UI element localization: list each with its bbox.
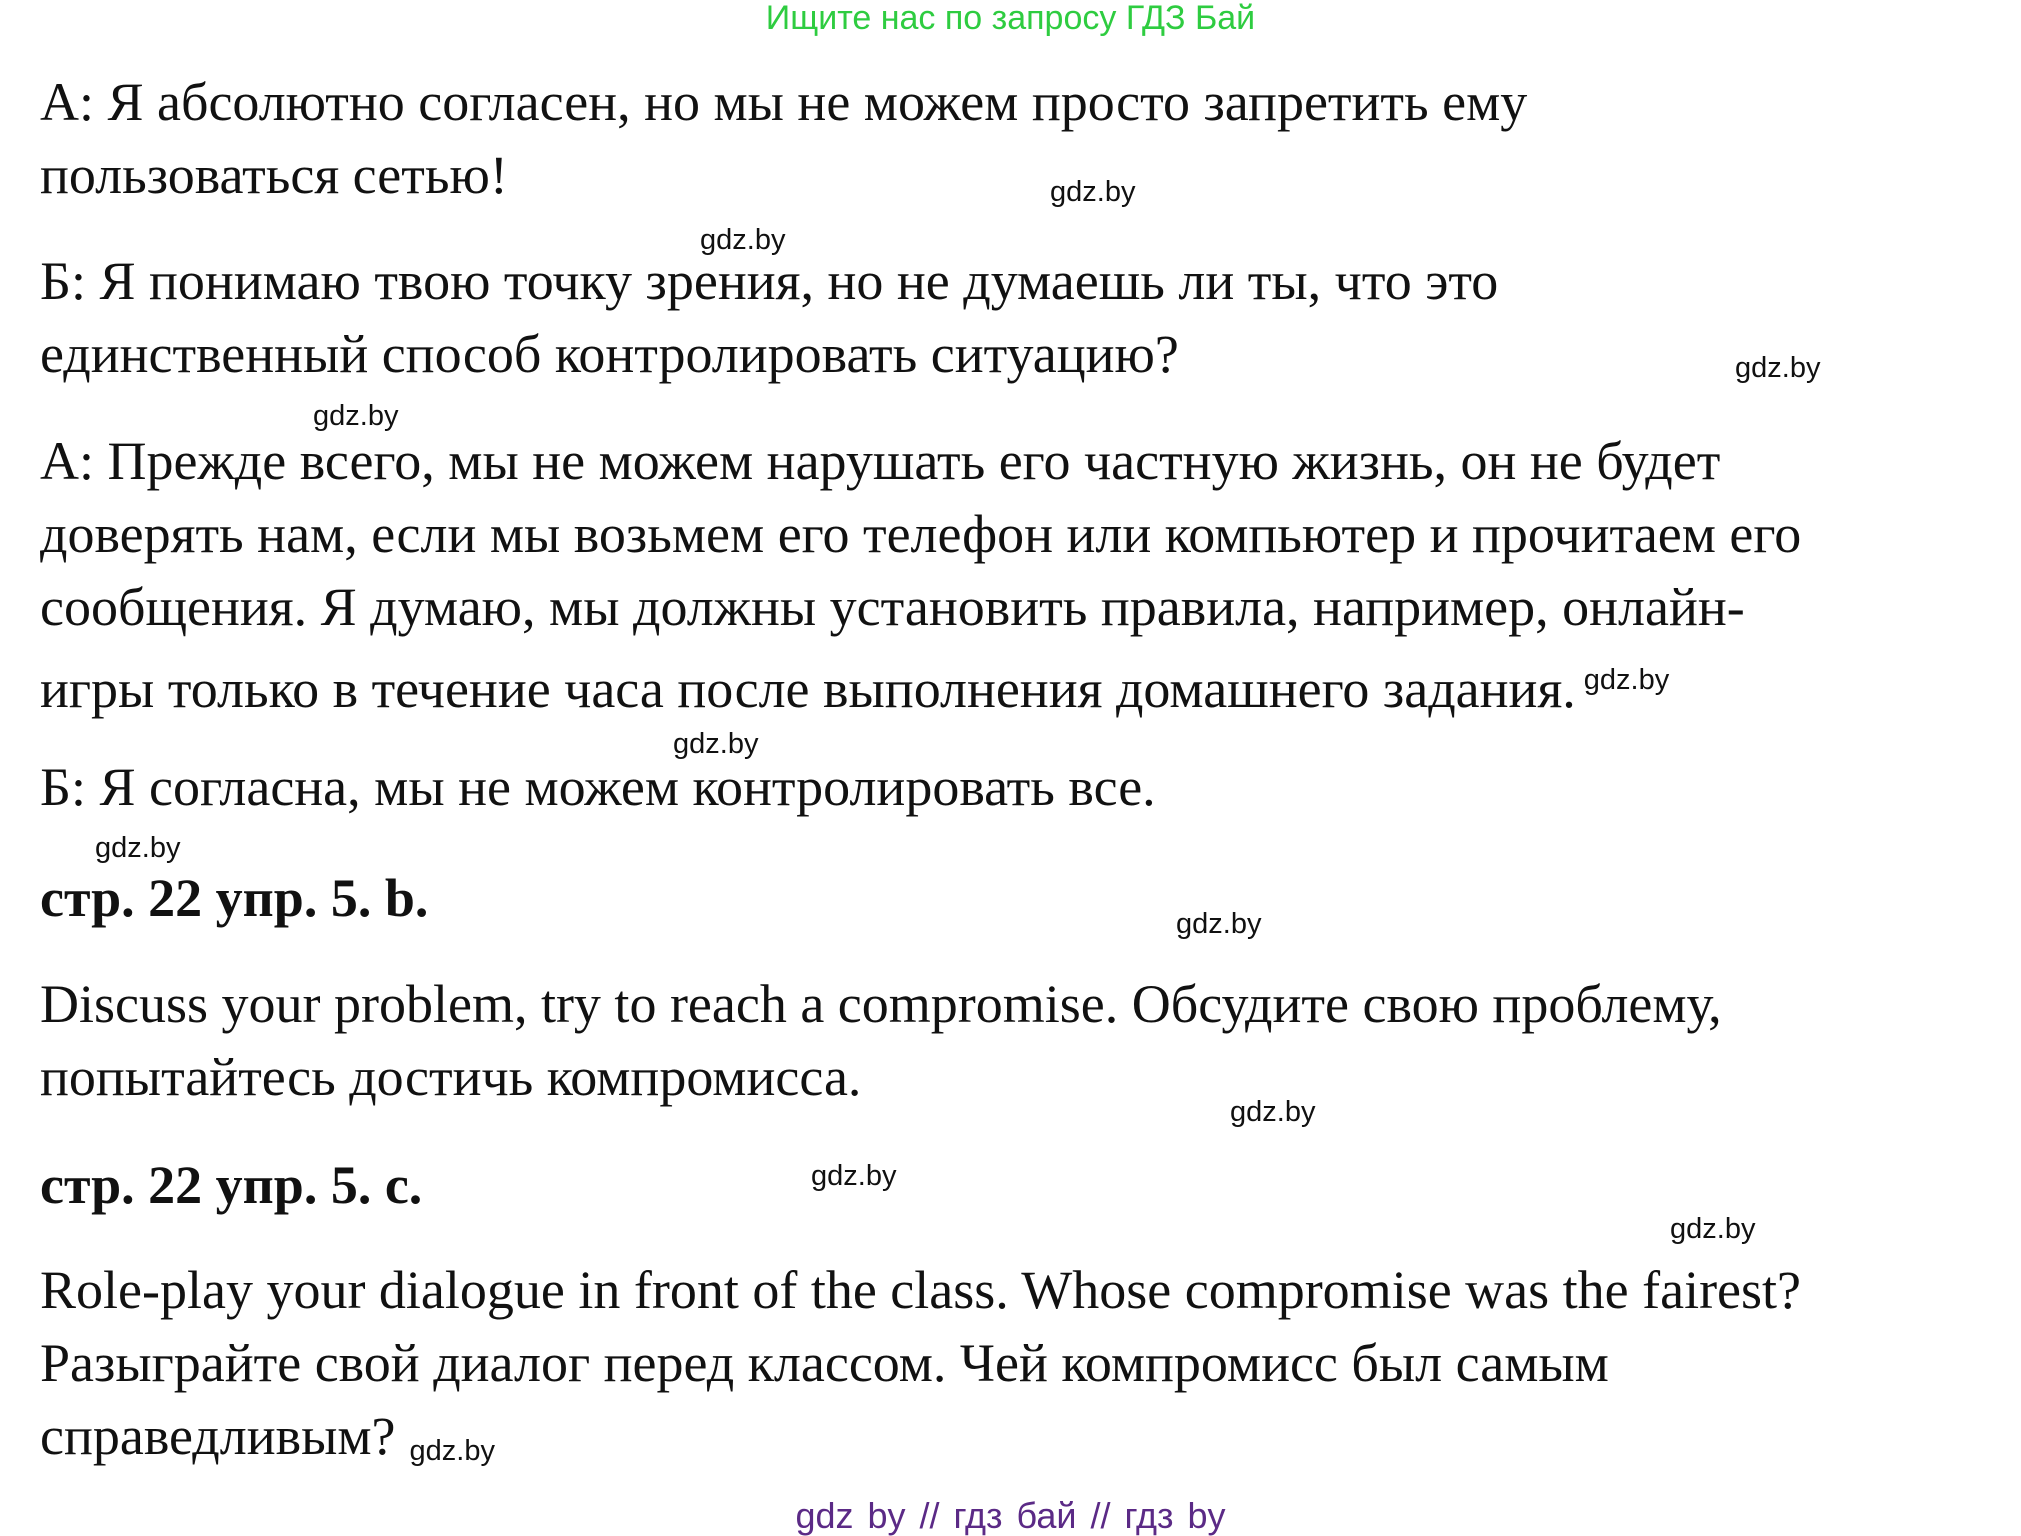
text-line: Разыграйте свой диалог перед классом. Чей компромисс был самым <box>40 1333 1609 1393</box>
search-hint: Ищите нас по запросу ГДЗ Бай <box>765 0 1256 37</box>
text-line: Role-play your dialogue in front of the class. Whose compromise was the fairest? <box>40 1260 1802 1320</box>
watermark: gdz.by <box>811 1160 897 1192</box>
dialogue-a-1 <box>40 66 2000 212</box>
watermark: gdz.by <box>1735 352 1821 384</box>
footer-links: gdz by // гдз бай // гдз by <box>795 1495 1226 1536</box>
text-line: попытайтесь достичь компромисса. <box>40 1047 862 1107</box>
exercise-b-heading: стр. 22 упр. 5. b. <box>40 868 429 928</box>
watermark: gdz.by <box>700 224 786 256</box>
text-line: единственный способ контролировать ситуацию? <box>40 324 1179 384</box>
text-span: справедливым? <box>40 1406 396 1466</box>
text-span: игры только в течение часа после выполнения домашнего задания. <box>40 659 1576 719</box>
exercise-c-text <box>40 1254 2000 1488</box>
watermark: gdz.by <box>1230 1096 1316 1128</box>
text-line: пользоваться сетью! <box>40 145 508 205</box>
watermark: gdz.by <box>313 400 399 432</box>
watermark: gdz.by <box>95 832 181 864</box>
text-line: Б: Я понимаю твою точку зрения, но не думаешь ли ты, что это <box>40 251 1499 311</box>
watermark: gdz.by <box>409 1435 495 1467</box>
exercise-b-text <box>40 968 2000 1114</box>
watermark: gdz.by <box>1583 664 1670 696</box>
text-line: А: Прежде всего, мы не можем нарушать его частную жизнь, он не будет <box>40 431 1721 491</box>
text-line: доверять нам, если мы возьмем его телефон или компьютер и прочитаем его <box>40 504 1802 564</box>
text-line: Discuss your problem, try to reach a compromise. Обсудите свою проблему, <box>40 974 1722 1034</box>
dialogue-b-2 <box>40 751 2000 824</box>
text-line: А: Я абсолютно согласен, но мы не можем просто запретить ему <box>40 72 1528 132</box>
text-line: сообщения. Я думаю, мы должны установить правила, например, онлайн- <box>40 577 1745 637</box>
watermark: gdz.by <box>1670 1213 1756 1245</box>
watermark: gdz.by <box>673 728 759 760</box>
exercise-c-heading: стр. 22 упр. 5. c. <box>40 1155 423 1215</box>
dialogue-b-1 <box>40 245 2000 391</box>
text-line <box>40 1400 2000 1488</box>
text-line <box>40 644 2000 726</box>
watermark: gdz.by <box>1176 908 1262 940</box>
dialogue-a-2 <box>40 425 2000 726</box>
watermark: gdz.by <box>1050 176 1136 208</box>
text-line: Б: Я согласна, мы не можем контролировать все. <box>40 757 1156 817</box>
